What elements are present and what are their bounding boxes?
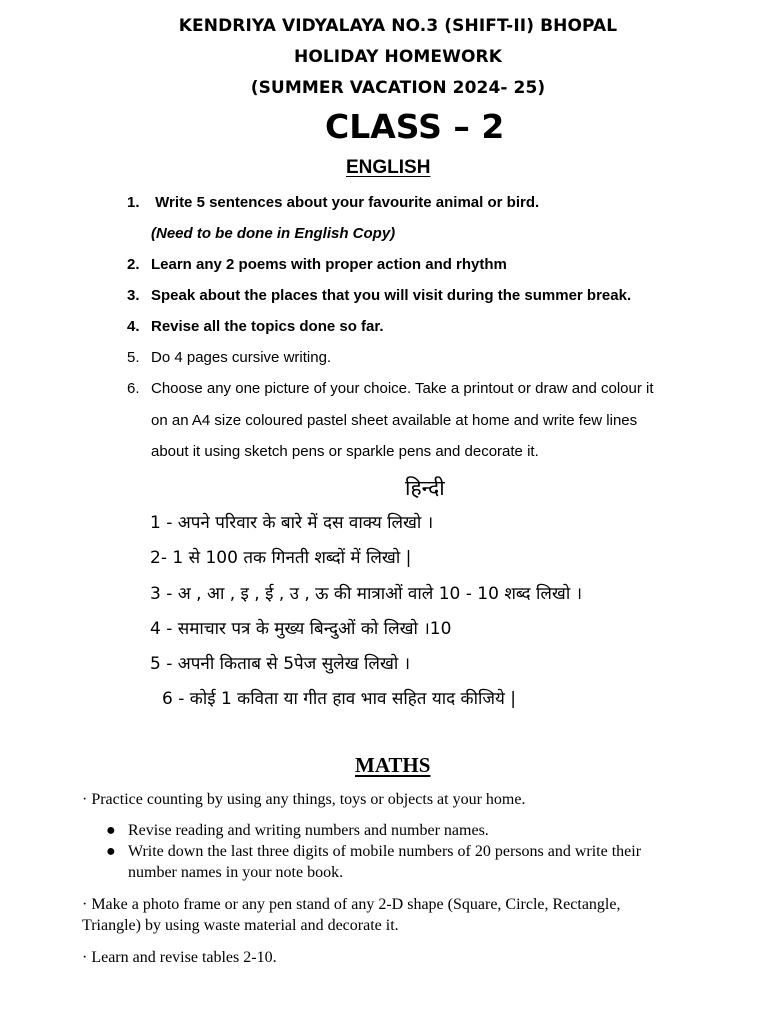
english-item-number: 2. <box>127 256 140 273</box>
maths-bullet-1 <box>106 822 489 840</box>
class-title: CLASS – 2 <box>325 107 505 146</box>
maths-paragraph-1: · Practice counting by using any things, toys or objects at your home. <box>82 791 526 808</box>
hindi-item-2: 2- 1 से 100 तक गिनती शब्दों में लिखो | <box>150 548 412 568</box>
bullet-icon: ● <box>106 843 116 860</box>
maths-paragraph-3: · Learn and revise tables 2-10. <box>82 949 277 966</box>
school-name: KENDRIYA VIDYALAYA NO.3 (SHIFT-II) BHOPAL <box>178 16 618 36</box>
english-item-number: 1. <box>127 194 140 211</box>
english-item-number: 5. <box>127 349 140 366</box>
english-item-1 <box>127 194 539 211</box>
maths-heading: MATHS <box>355 753 431 777</box>
english-item-5 <box>127 349 331 366</box>
english-item-text: Write 5 sentences about your favourite animal or bird. <box>155 194 540 211</box>
english-item-text: Speak about the places that you will visit during the summer break. <box>151 287 632 304</box>
hindi-item-4: 4 - समाचार पत्र के मुख्य बिन्दुओं को लिखो ।10 <box>150 619 452 639</box>
english-item-6 <box>127 380 654 397</box>
english-item-text: Choose any one picture of your choice. Take a printout or draw and colour it <box>151 380 654 397</box>
english-item-text: Revise all the topics done so far. <box>151 318 384 335</box>
english-item-number: 3. <box>127 287 140 304</box>
bullet-icon: ● <box>106 822 116 839</box>
maths-bullet-2-line-2: number names in your note book. <box>128 864 344 881</box>
maths-paragraph-2-line-2: Triangle) by using waste material and decorate it. <box>82 917 399 934</box>
hindi-item-6: 6 - कोई 1 कविता या गीत हाव भाव सहित याद कीजिये | <box>162 689 517 709</box>
english-item-3 <box>127 287 631 304</box>
english-item-1-note: (Need to be done in English Copy) <box>151 225 396 242</box>
vacation-title: (SUMMER VACATION 2024- 25) <box>250 78 546 98</box>
homework-title: HOLIDAY HOMEWORK <box>294 47 502 67</box>
maths-bullet-text: Write down the last three digits of mobile numbers of 20 persons and write their <box>128 843 642 860</box>
english-item-text: Learn any 2 poems with proper action and rhythm <box>151 256 507 273</box>
english-item-4 <box>127 318 384 335</box>
hindi-item-5: 5 - अपनी किताब से 5पेज सुलेख लिखो । <box>150 654 411 674</box>
english-item-number: 4. <box>127 318 140 335</box>
english-item-text: Do 4 pages cursive writing. <box>151 349 332 366</box>
english-item-6-line-3: about it using sketch pens or sparkle pens and decorate it. <box>151 443 539 460</box>
maths-bullet-text: Revise reading and writing numbers and number names. <box>128 822 489 839</box>
hindi-item-1: 1 - अपने परिवार के बारे में दस वाक्य लिखो । <box>150 513 434 533</box>
maths-paragraph-2-line-1: · Make a photo frame or any pen stand of any 2-D shape (Square, Circle, Rectangle, <box>82 896 621 913</box>
hindi-heading: हिन्दी <box>405 476 445 500</box>
english-heading: ENGLISH <box>346 157 431 178</box>
hindi-item-3: 3 - अ , आ , इ , ई , उ , ऊ की मात्राओं वाले 10 - 10 शब्द लिखो । <box>150 584 583 604</box>
english-item-2 <box>127 256 507 273</box>
maths-bullet-2 <box>106 843 641 861</box>
english-item-6-line-2: on an A4 size coloured pastel sheet available at home and write few lines <box>151 412 638 429</box>
english-item-number: 6. <box>127 380 140 397</box>
